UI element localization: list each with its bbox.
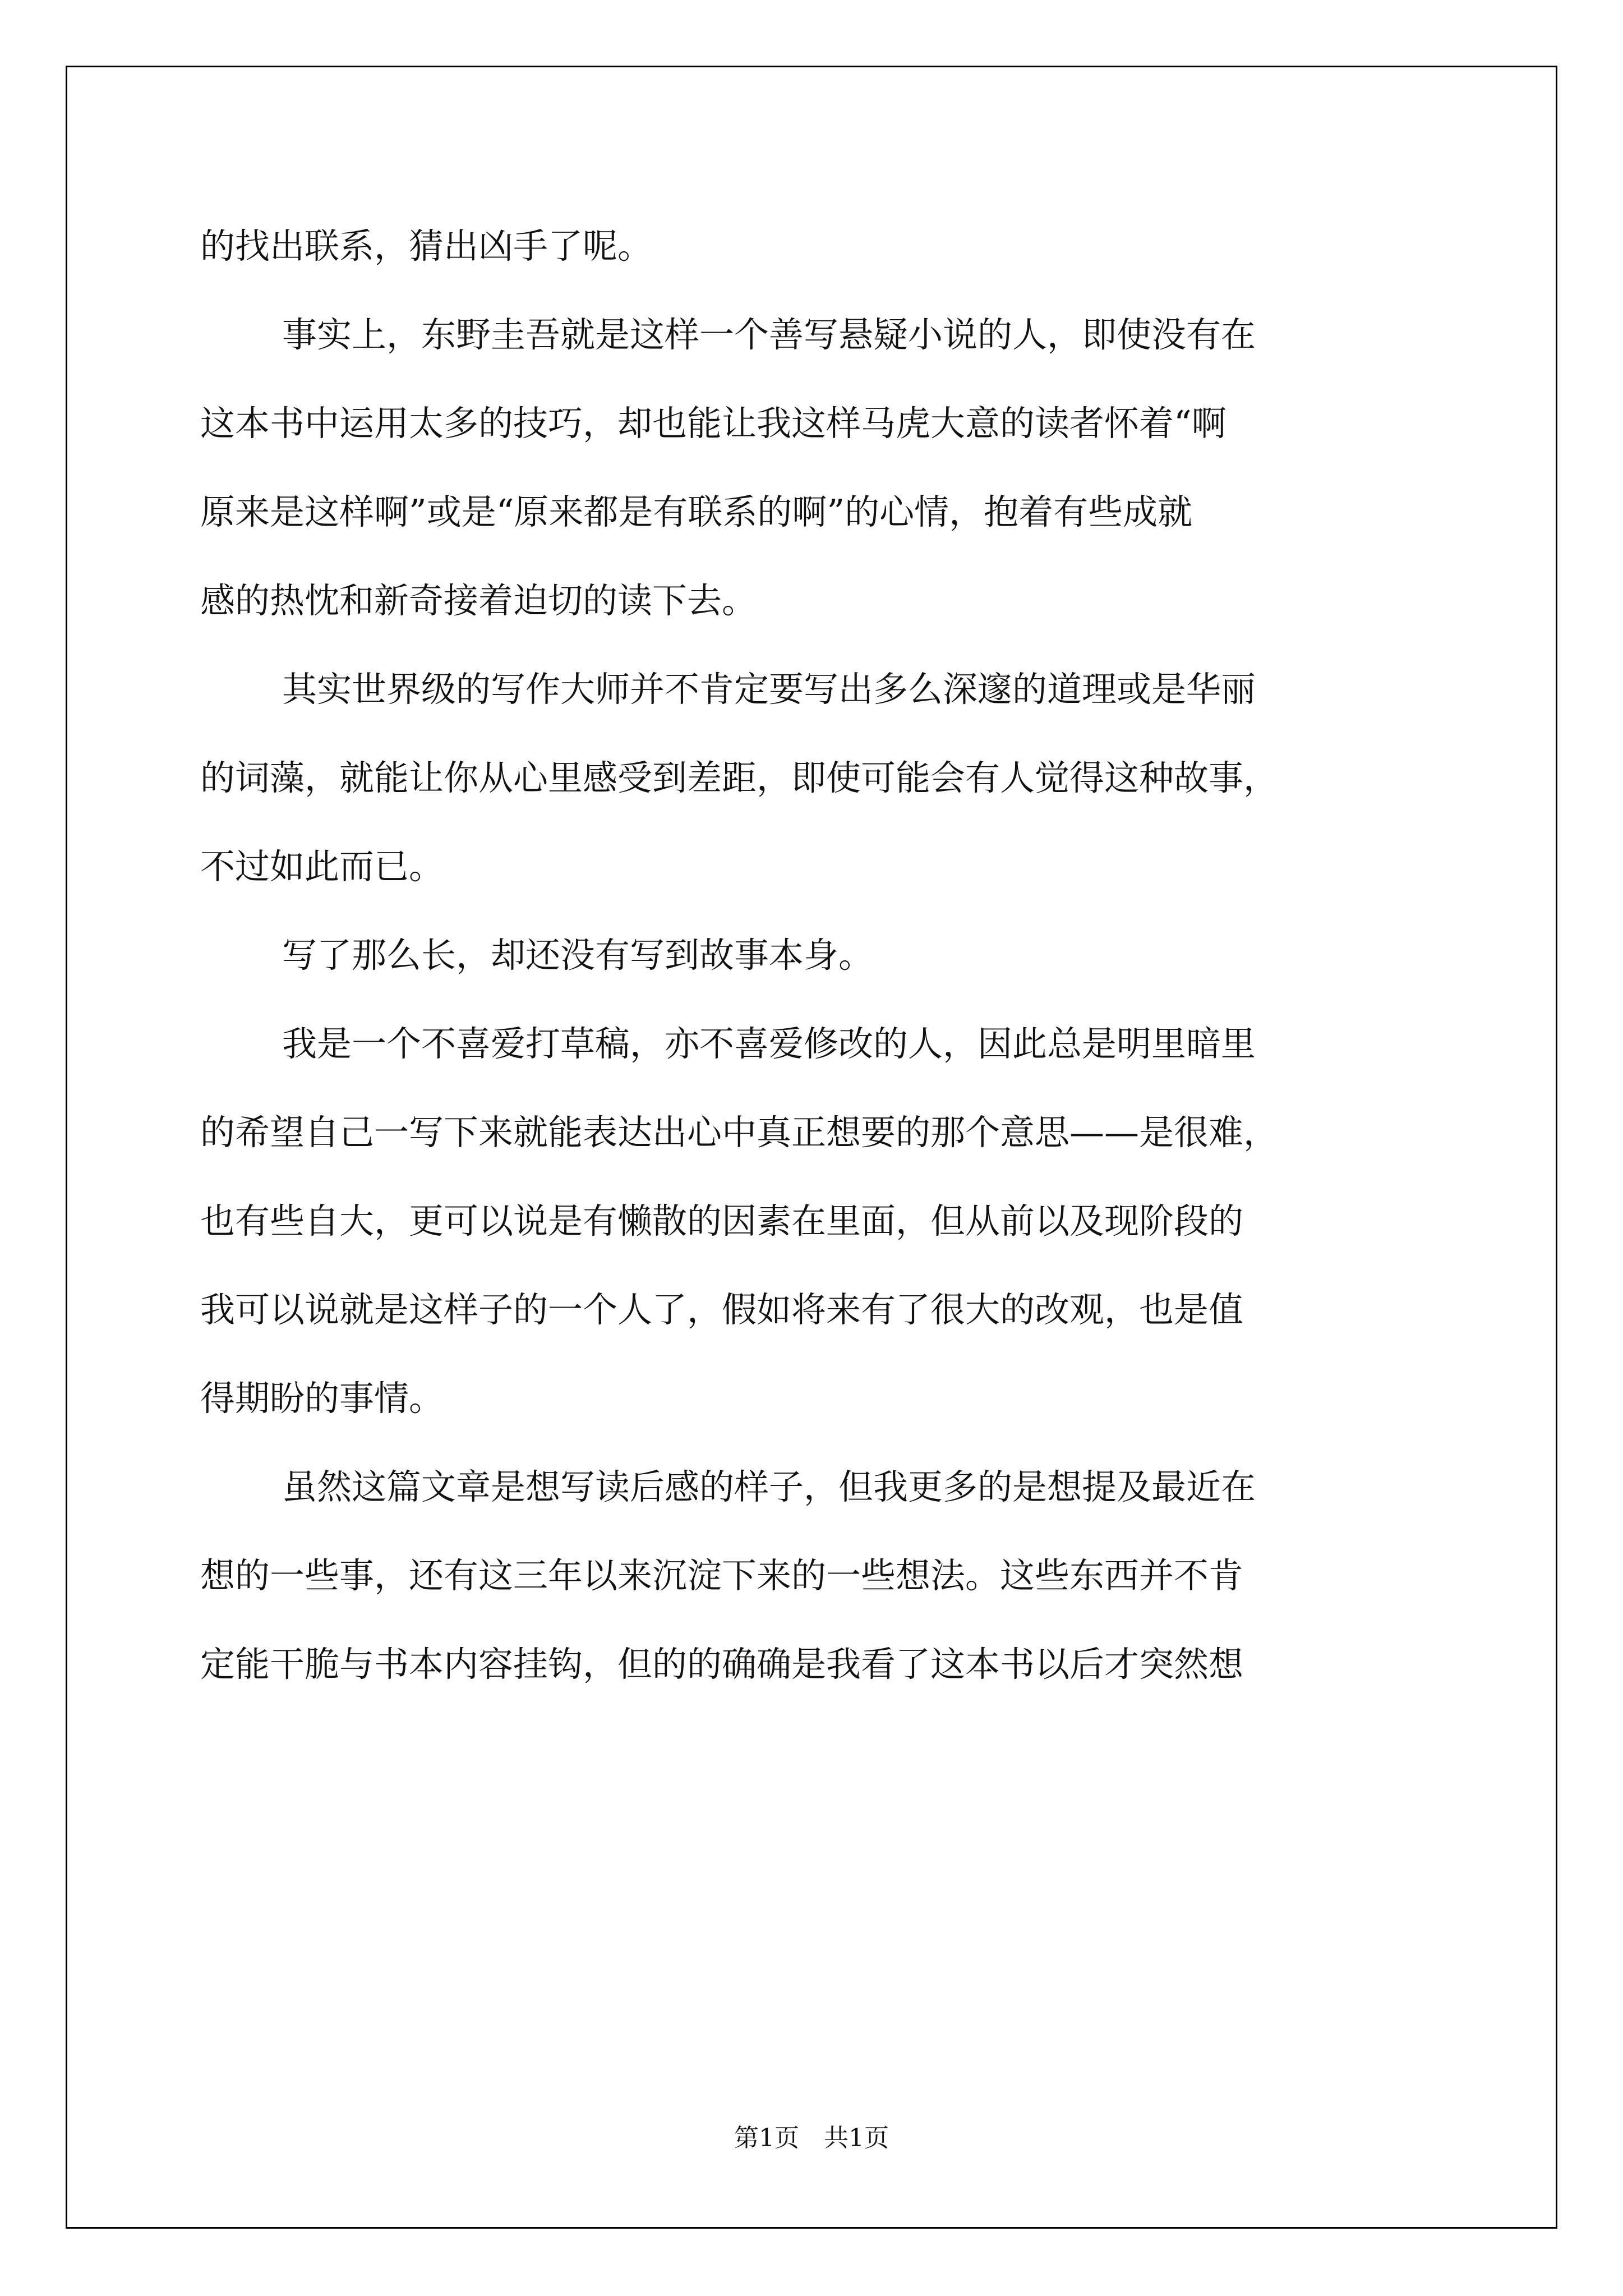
text-line: 想的一些事，还有这三年以来沉淀下来的一些想法。这些东西并不肯 — [200, 1555, 1244, 1596]
text-line: 定能干脆与书本内容挂钩，但的的确确是我看了这本书以后才突然想 — [200, 1644, 1244, 1685]
text-line: 的希望自己一写下来就能表达出心中真正想要的那个意思——是很难， — [200, 1112, 1279, 1153]
paragraph-first-line: 虽然这篇文章是想写读后感的样子，但我更多的是想提及最近在 — [282, 1466, 1256, 1507]
paragraph-first-line: 写了那么长，却还没有写到故事本身。 — [282, 935, 874, 976]
text-line: 不过如此而已。 — [200, 846, 444, 887]
text-line: 这本书中运用太多的技巧，却也能让我这样马虎大意的读者怀着“啊 — [200, 403, 1227, 444]
text-line: 我可以说就是这样子的一个人了，假如将来有了很大的改观，也是值 — [200, 1289, 1244, 1330]
text-line: 的词藻，就能让你从心里感受到差距，即使可能会有人觉得这种故事， — [200, 757, 1279, 798]
text-line: 原来是这样啊”或是“原来都是有联系的啊”的心情，抱着有些成就 — [200, 491, 1193, 532]
text-line: 得期盼的事情。 — [200, 1378, 444, 1419]
text-line: 也有些自大，更可以说是有懒散的因素在里面，但从前以及现阶段的 — [200, 1200, 1244, 1241]
text-line: 的找出联系，猜出凶手了呢。 — [200, 226, 653, 266]
paragraph-first-line: 其实世界级的写作大师并不肯定要写出多么深邃的道理或是华丽 — [282, 669, 1256, 710]
text-line: 感的热忱和新奇接着迫切的读下去。 — [200, 580, 757, 621]
paragraph-first-line: 事实上，东野圭吾就是这样一个善写悬疑小说的人，即使没有在 — [282, 314, 1256, 355]
document-body — [200, 202, 1434, 1709]
paragraph-first-line: 我是一个不喜爱打草稿，亦不喜爱修改的人，因此总是明里暗里 — [282, 1023, 1256, 1064]
page-number-footer: 第1页 共1页 — [734, 2124, 889, 2152]
